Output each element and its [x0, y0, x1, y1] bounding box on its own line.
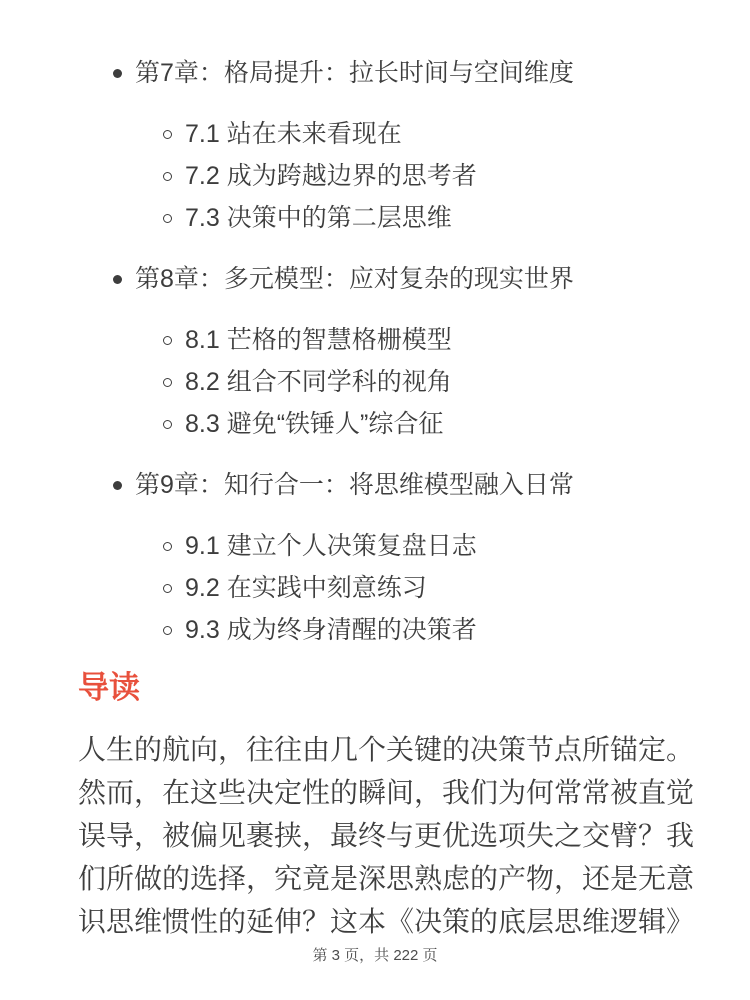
- intro-paragraph: 人生的航向，往往由几个关键的决策节点所锚定。然而，在这些决定性的瞬间，我们为何常常被直觉误导，被偏见裹挟，最终与更优选项失之交臂？我们所做的选择，究竟是深思熟虑的产物，还是无意识思维惯性的延伸？这本《决策的底层思维逻辑》: [78, 734, 695, 937]
- bullet-circle-icon: [163, 172, 172, 181]
- section-title: 8.3 避免“铁锤人”综合征: [185, 410, 444, 438]
- bullet-circle-icon: [163, 420, 172, 429]
- intro-section-heading: 导读: [78, 670, 140, 705]
- toc-chapter-9: [78, 464, 694, 651]
- toc-section: [78, 361, 694, 403]
- section-title: 9.2 在实践中刻意练习: [185, 574, 427, 602]
- chapter-7-sections: [78, 113, 694, 239]
- section-title: 7.3 决策中的第二层思维: [185, 204, 452, 232]
- chapter-title-row: [78, 258, 694, 300]
- page-indicator: 第 3 页，共 222 页: [312, 947, 438, 964]
- chapter-title: 第9章：知行合一：将思维模型融入日常: [135, 471, 574, 499]
- section-title: 8.1 芒格的智慧格栅模型: [185, 326, 452, 354]
- section-title: 9.1 建立个人决策复盘日志: [185, 532, 477, 560]
- section-title: 8.2 组合不同学科的视角: [185, 368, 452, 396]
- toc-section: [78, 155, 694, 197]
- toc-chapter-7: [78, 52, 694, 239]
- chapter-9-sections: [78, 525, 694, 651]
- toc-chapter-8: [78, 258, 694, 445]
- bullet-circle-icon: [163, 584, 172, 593]
- bullet-disc-icon: [113, 69, 122, 78]
- toc-section: [78, 609, 694, 651]
- toc-section: [78, 567, 694, 609]
- toc-section: [78, 197, 694, 239]
- bullet-disc-icon: [113, 275, 122, 284]
- page-footer: [0, 944, 750, 965]
- bullet-circle-icon: [163, 626, 172, 635]
- toc-section: [78, 403, 694, 445]
- section-title: 7.2 成为跨越边界的思考者: [185, 162, 477, 190]
- bullet-circle-icon: [163, 130, 172, 139]
- chapter-title-row: [78, 464, 694, 506]
- chapter-title-row: [78, 52, 694, 94]
- chapter-8-sections: [78, 319, 694, 445]
- chapter-title: 第7章：格局提升：拉长时间与空间维度: [135, 59, 574, 87]
- toc-section: [78, 113, 694, 155]
- bullet-disc-icon: [113, 481, 122, 490]
- toc-section: [78, 319, 694, 361]
- section-title: 7.1 站在未来看现在: [185, 120, 402, 148]
- toc-section: [78, 525, 694, 567]
- chapter-title: 第8章：多元模型：应对复杂的现实世界: [135, 265, 574, 293]
- bullet-circle-icon: [163, 542, 172, 551]
- bullet-circle-icon: [163, 336, 172, 345]
- table-of-contents: [78, 52, 694, 651]
- section-title: 9.3 成为终身清醒的决策者: [185, 616, 477, 644]
- bullet-circle-icon: [163, 378, 172, 387]
- bullet-circle-icon: [163, 214, 172, 223]
